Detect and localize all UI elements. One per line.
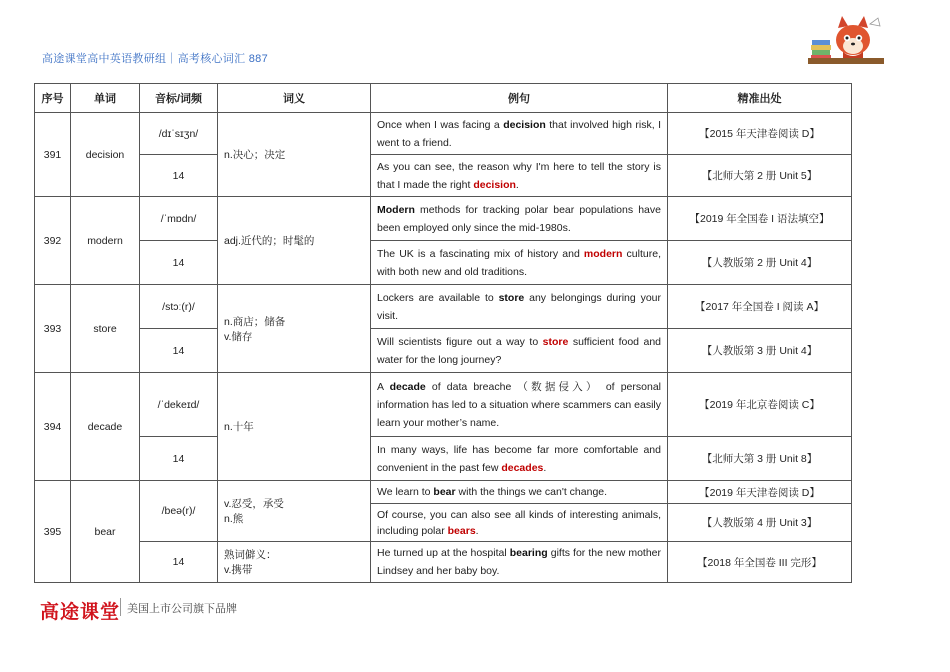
entry-rare-meaning: 熟词僻义： v.携带 [218,542,371,583]
entry-frequency: 14 [140,155,218,197]
entry-word: bear [71,481,140,583]
mascot-fox-icon [808,14,884,70]
page-header-title: 高途课堂高中英语教研组｜高考核心词汇 887 [42,53,269,65]
entry-number: 392 [35,197,71,285]
entry-number: 395 [35,481,71,583]
keyword-highlight: store [498,291,525,304]
example-sentence [371,285,668,329]
keyword-highlight: Modern [377,203,415,216]
example-source: 【北师大第 3 册 Unit 8】 [668,437,852,481]
footer-divider [120,598,121,616]
vocab-table [34,83,852,583]
keyword-highlight: store [542,335,569,348]
entry-word: decision [71,113,140,197]
sentence-text: Lockers are available to [377,291,499,304]
sentence-text: methods for tracking polar bear populations have been employed only since the mid-1980s. [377,203,661,234]
example-source: 【2017 年全国卷 I 阅读 A】 [668,285,852,329]
col-header-phonetic: 音标/词频 [140,84,218,113]
sentence-text: with the things we can't change. [455,486,608,498]
sentence-text: The UK is a fascinating mix of history and [377,247,584,260]
entry-number: 393 [35,285,71,373]
sentence-text: Once when I was facing a [377,118,504,131]
entry-phonetic: /ˈdekeɪd/ [140,373,218,437]
example-source: 【人教版第 3 册 Unit 4】 [668,329,852,373]
entry-phonetic: /stɔː(r)/ [140,285,218,329]
footer-tagline: 美国上市公司旗下品牌 [127,603,237,615]
col-header-example: 例句 [371,84,668,113]
example-source: 【北师大第 2 册 Unit 5】 [668,155,852,197]
table-row [35,197,852,241]
example-source: 【人教版第 2 册 Unit 4】 [668,241,852,285]
table-row [35,285,852,329]
example-source: 【2015 年天津卷阅读 D】 [668,113,852,155]
example-source: 【2019 年北京卷阅读 C】 [668,373,852,437]
entry-meaning: adj.近代的；时髦的 [218,197,371,285]
keyword-highlight: decision [473,178,516,191]
col-header-number: 序号 [35,84,71,113]
sentence-text: Of course, you can also see all kinds of interesting animals, including polar [377,508,661,537]
keyword-highlight: decade [389,380,426,393]
sentence-text: culture, with both new and old traditions. [377,247,661,278]
example-sentence [371,542,668,583]
table-row [35,481,852,504]
col-header-word: 单词 [71,84,140,113]
sentence-text: . [475,524,479,537]
sentence-text: gifts for the new mother Lindsey and her baby boy. [377,547,662,577]
table-row [35,155,852,197]
entry-phonetic: /ˈmɒdn/ [140,197,218,241]
entry-frequency: 14 [140,437,218,481]
example-sentence [371,113,668,155]
col-header-meaning: 词义 [218,84,371,113]
sentence-text: He turned up at the hospital [377,547,510,559]
example-source: 【人教版第 4 册 Unit 3】 [668,504,852,542]
example-sentence [371,504,668,542]
example-sentence [371,329,668,373]
entry-phonetic: /dɪˈsɪʒn/ [140,113,218,155]
entry-word: decade [71,373,140,481]
entry-frequency: 14 [140,329,218,373]
col-header-source: 精准出处 [668,84,852,113]
sentence-text: In many ways, life has become far more comfortable and convenient in the past few [377,443,661,474]
entry-meaning: n.决心；决定 [218,113,371,197]
entry-phonetic: /beə(r)/ [140,481,218,542]
sentence-text: . [543,461,547,474]
keyword-highlight: bearing [509,547,548,559]
entry-word: store [71,285,140,373]
keyword-highlight: decision [503,118,546,131]
example-sentence [371,197,668,241]
sentence-text: . [515,178,519,191]
table-row [35,113,852,155]
table-row [35,373,852,437]
entry-number: 391 [35,113,71,197]
entry-frequency: 14 [140,241,218,285]
example-source: 【2019 年天津卷阅读 D】 [668,481,852,504]
keyword-highlight: decades [501,461,544,474]
entry-word: modern [71,197,140,285]
sentence-text: any belongings during your visit. [377,291,661,322]
footer-brand-logo: 高途课堂 [40,602,121,623]
table-row [35,329,852,373]
example-source: 【2019 年全国卷 I 语法填空】 [668,197,852,241]
keyword-highlight: bears [447,524,476,537]
table-row [35,437,852,481]
sentence-text: We learn to [377,486,434,498]
example-source: 【2018 年全国卷 III 完形】 [668,542,852,583]
example-sentence [371,155,668,197]
table-row [35,542,852,583]
example-sentence [371,373,668,437]
keyword-highlight: modern [583,247,623,260]
example-sentence [371,437,668,481]
entry-meaning: v.忍受，承受 n.熊 [218,481,371,542]
table-row [35,241,852,285]
sentence-text: A [377,380,390,393]
entry-meaning: n.商店；储备 v.储存 [218,285,371,373]
entry-frequency: 14 [140,542,218,583]
keyword-highlight: bear [433,486,456,498]
sentence-text: Will scientists figure out a way to [377,335,543,348]
entry-number: 394 [35,373,71,481]
entry-meaning: n.十年 [218,373,371,481]
example-sentence [371,481,668,504]
sentence-text: of data breache （数据侵入） of personal information has led to a situation where scammers can easily learn your mother’s name. [377,380,661,429]
table-header-row [35,84,852,113]
sentence-text: sufficient food and water for the long journey? [377,335,662,366]
example-sentence [371,241,668,285]
sentence-text: that involved high risk, I went to a friend. [377,118,661,149]
sentence-text: As you can see, the reason why I'm here to tell the story is that I made the right [377,160,661,191]
